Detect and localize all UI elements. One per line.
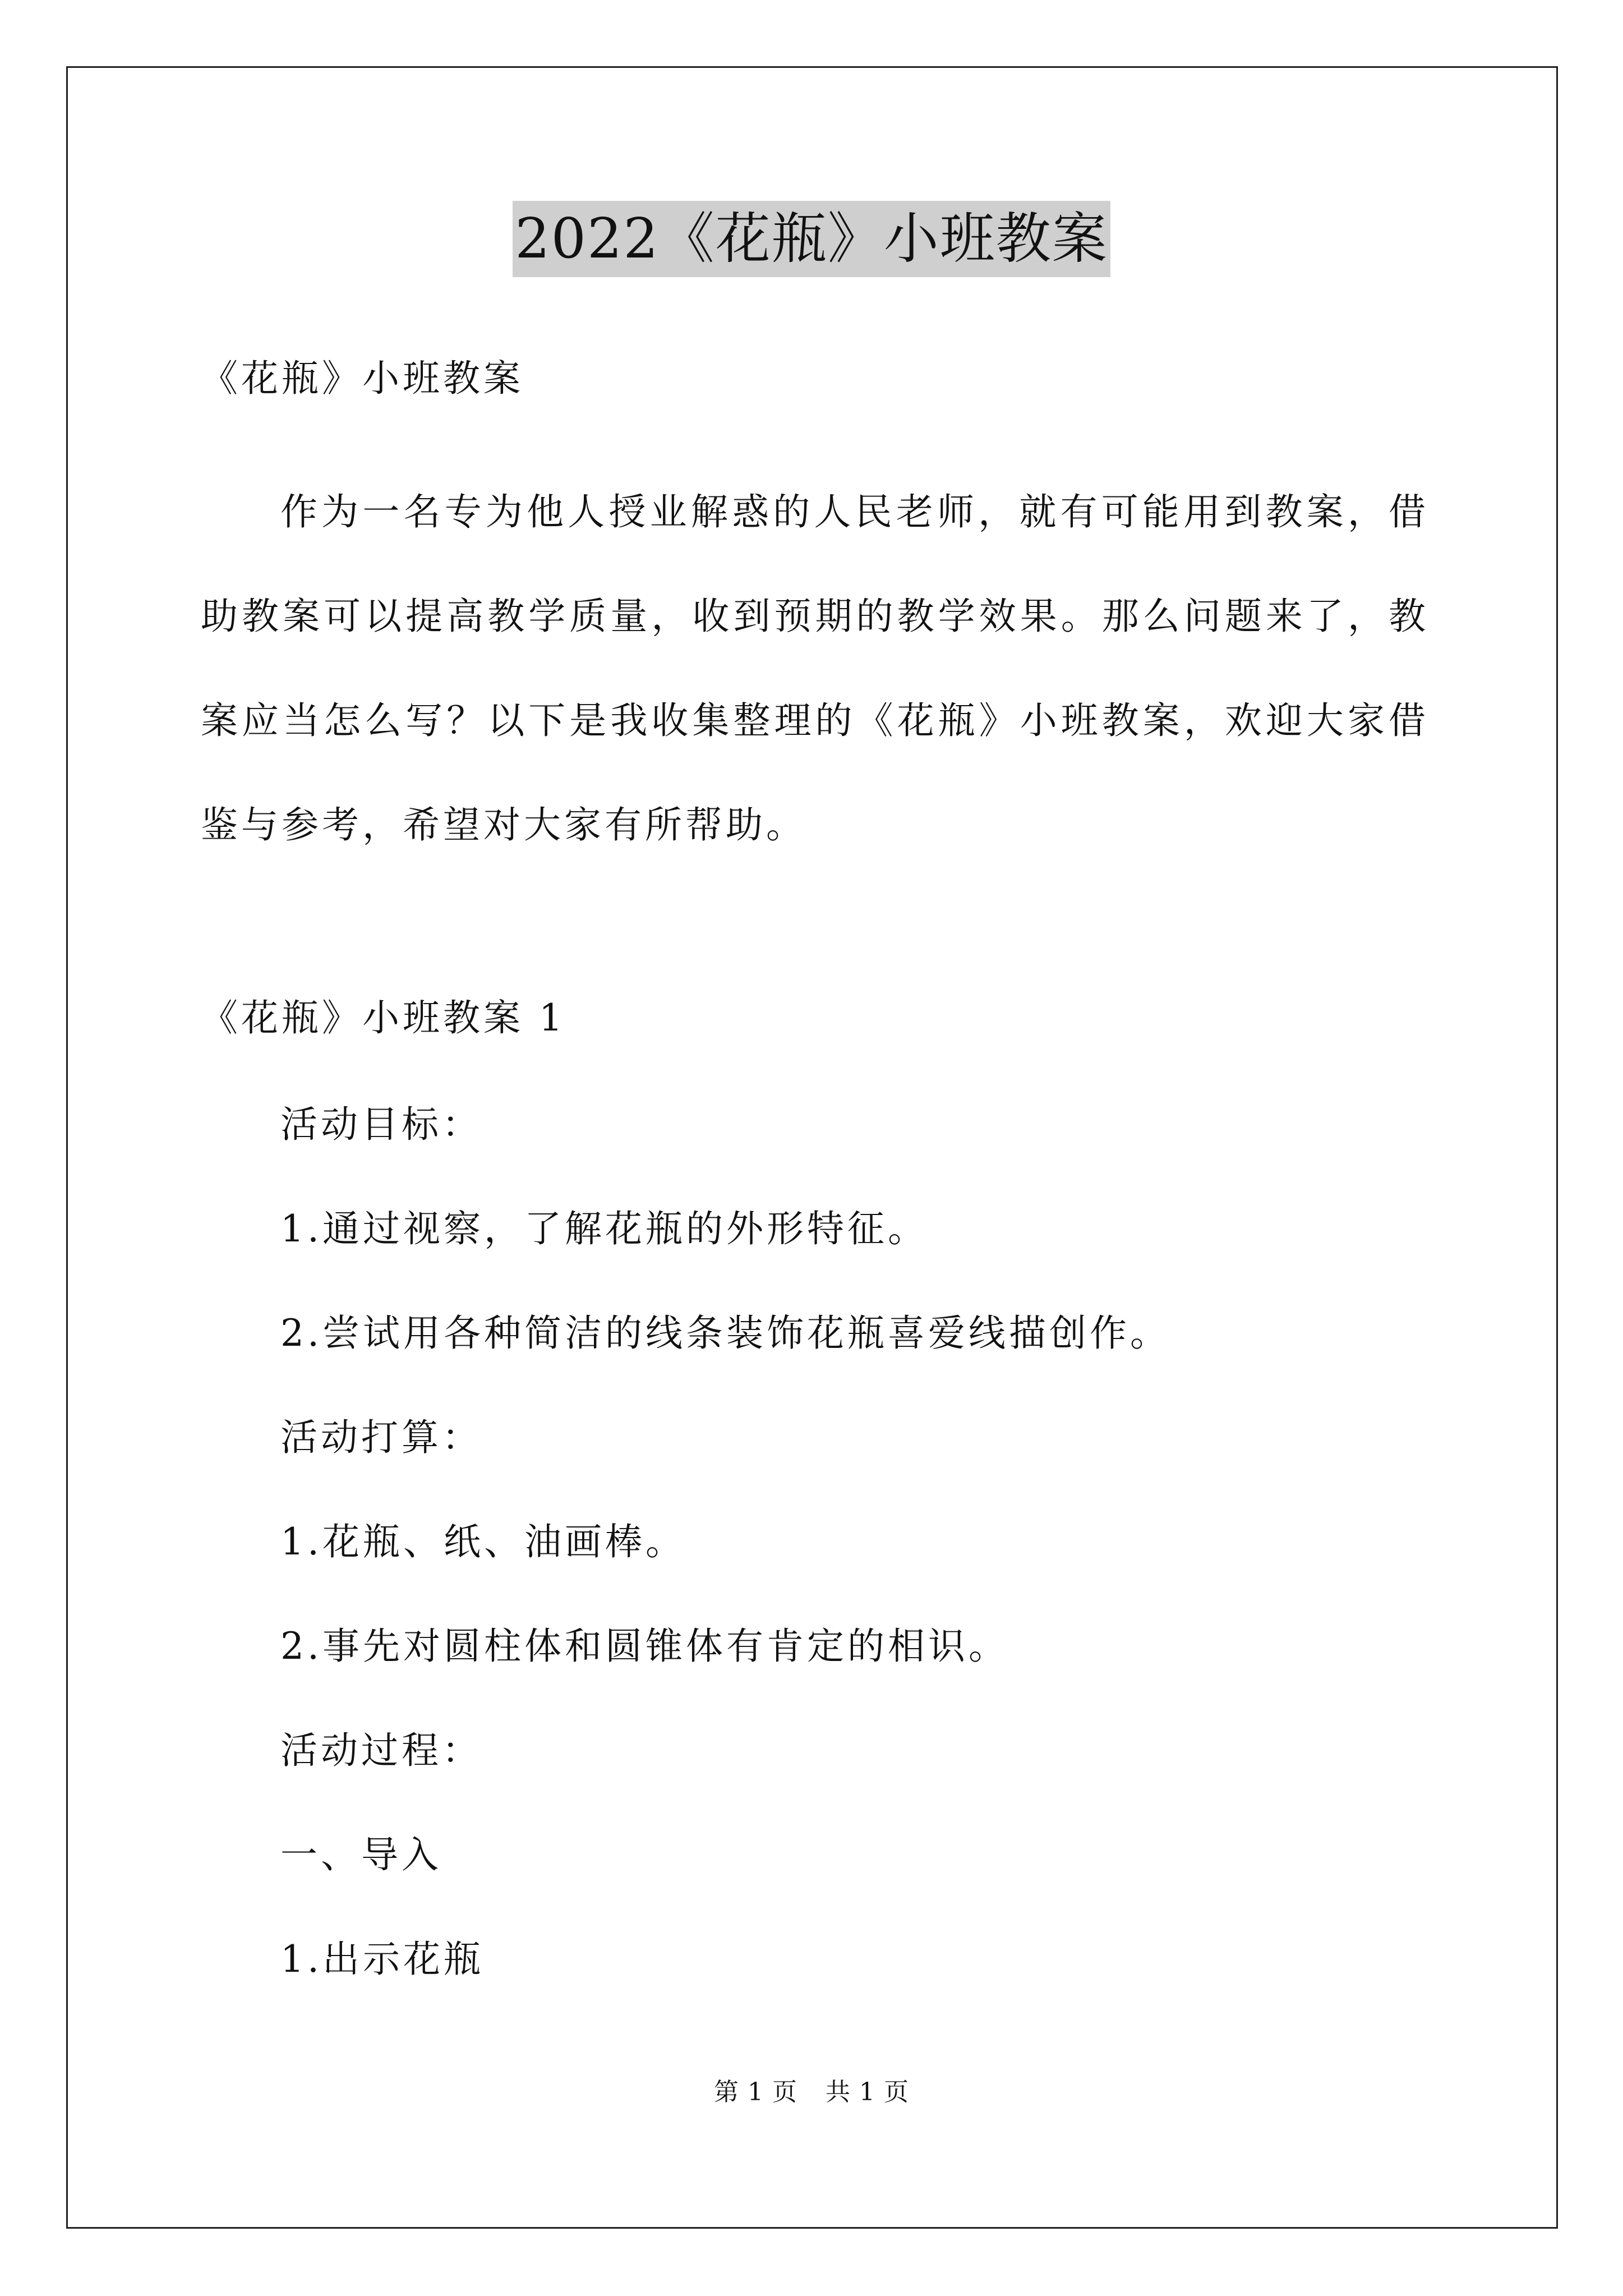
page-number-current: 第 1 页 [714, 2078, 797, 2106]
document-subtitle: 《花瓶》小班教案 [201, 357, 524, 400]
document-title: 2022《花瓶》小班教案 [513, 201, 1110, 277]
heading-activity-preparation: 活动打算： [280, 1416, 482, 1459]
process-step-intro: 一、导入 [280, 1833, 442, 1876]
heading-activity-goals: 活动目标： [280, 1103, 482, 1146]
intro-paragraph: 作为一名专为他人授业解惑的人民老师，就有可能用到教案，借助教案可以提高教学质量，收到预期的教学效果。那么问题来了，教案应当怎么写？以下是我收集整理的《花瓶》小班教案，欢迎大家借鉴与参考，希望对大家有所帮助。 [201, 490, 1429, 846]
title-container [0, 201, 1623, 277]
process-item-1: 1.出示花瓶 [280, 1938, 484, 1981]
section-heading: 《花瓶》小班教案 1 [201, 996, 566, 1039]
page-number-total: 共 1 页 [826, 2078, 909, 2106]
page-footer [0, 2076, 1623, 2109]
goal-item-2: 2.尝试用各种简洁的线条装饰花瓶喜爱线描创作。 [280, 1312, 1170, 1355]
heading-activity-process: 活动过程： [280, 1729, 482, 1772]
goal-item-1: 1.通过视察，了解花瓶的外形特征。 [280, 1207, 928, 1250]
preparation-item-1: 1.花瓶、纸、油画棒。 [280, 1520, 686, 1563]
preparation-item-2: 2.事先对圆柱体和圆锥体有肯定的相识。 [280, 1625, 1009, 1668]
